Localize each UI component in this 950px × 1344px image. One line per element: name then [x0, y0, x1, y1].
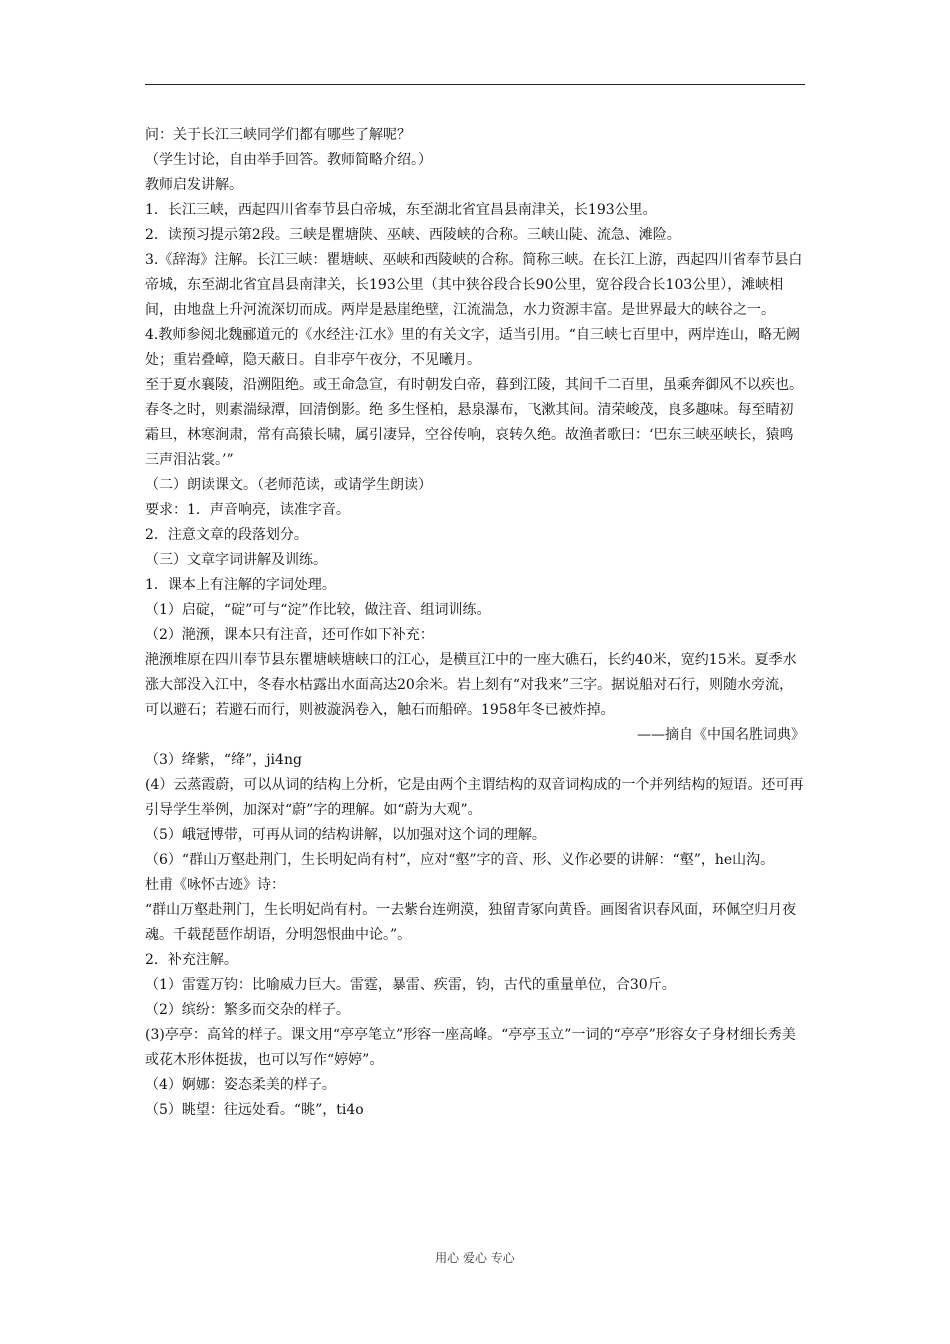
paragraph: 问：关于长江三峡同学们都有哪些了解呢？	[145, 127, 411, 143]
paragraph: 2．注意文章的段落划分。	[145, 527, 308, 543]
paragraph: 教师启发讲解。	[145, 177, 243, 193]
paragraph: 4.教师参阅北魏郦道元的《水经注·江水》里的有关文字，适当引用。“自三峡七百里中，两岸连山，略无阙处；重岩叠嶂，隐天蔽日。自非亭午夜分，不见曦月。	[145, 327, 800, 368]
paragraph: （3）绛紫，“绛”，ji4ng	[145, 752, 302, 768]
paragraph: 1．长江三峡，西起四川省奉节县白帝城，东至湖北省宜昌县南津关，长193公里。	[145, 202, 657, 218]
paragraph: 2．读预习提示第2段。三峡是瞿塘陕、巫峡、西陵峡的合称。三峡山陡、流急、滩险。	[145, 227, 681, 243]
paragraph: （2）缤纷：繁多而交杂的样子。	[145, 1002, 350, 1018]
paragraph: （1）启碇，“碇”可与“淀”作比较，做注音、组词训练。	[145, 602, 491, 618]
paragraph: 要求：1．声音响亮，读准字音。	[145, 502, 350, 518]
paragraph: (3)亭亭：高耸的样子。课文用“亭亭笔立”形容一座高峰。“亭亭玉立”一词的“亭亭”形容女子身材细长秀美或花木形体挺拔，也可以写作“婷婷”。	[145, 1027, 796, 1068]
document-body	[145, 123, 805, 1123]
citation: ——摘自《中国名胜词典》	[637, 727, 805, 743]
paragraph: (4）云蒸霞蔚，可以从词的结构上分析，它是由两个主谓结构的双音词构成的一个并列结构的短语。还可再引导学生举例，加深对“蔚”字的理解。如“蔚为大观”。	[145, 777, 804, 818]
paragraph: （2）滟滪，课本只有注音，还可作如下补充：	[145, 627, 434, 643]
paragraph: “群山万壑赴荆门，生长明妃尚有村。一去紫台连朔漠，独留青冢向黄昏。画图省识春风面，环佩空归月夜魂。千载琵琶作胡语，分明怨恨曲中论。”。	[145, 902, 797, 943]
paragraph: （二）朗读课文。（老师范读，或请学生朗读）	[145, 477, 432, 493]
paragraph: （三）文章字词讲解及训练。	[145, 552, 327, 568]
paragraph: （5）眺望：往远处看。“眺”，ti4o	[145, 1102, 364, 1118]
paragraph: 1．课本上有注解的字词处理。	[145, 577, 336, 593]
paragraph: 滟滪堆原在四川奉节县东瞿塘峡塘峡口的江心，是横亘江中的一座大礁石，长约40米，宽约15米。夏季水涨大部没入江中，冬春水枯露出水面高达20余米。岩上刻有“对我来”三字。据说船对石行，则随水旁流，可以避石；若避石而行，则被漩涡卷入，触石而船碎。1958年冬已被炸掉。	[145, 652, 797, 718]
paragraph: （5）峨冠博带，可再从词的结构讲解，以加强对这个词的理解。	[145, 827, 546, 843]
paragraph: 至于夏水襄陵，沿溯阻绝。或王命急宣，有时朝发白帝，暮到江陵，其间千二百里，虽乘奔御风不以疾也。	[145, 377, 803, 393]
paragraph: 2．补充注解。	[145, 952, 238, 968]
paragraph: （4）婀娜：姿态柔美的样子。	[145, 1077, 336, 1093]
paragraph: （学生讨论，自由举手回答。教师简略介绍。）	[145, 152, 432, 168]
paragraph: 杜甫《咏怀古迹》诗：	[145, 877, 285, 893]
paragraph: 春冬之时，则素湍绿潭，回清倒影。绝 多生怪柏，悬泉瀑布，飞漱其间。清荣峻茂，良多趣味。每至晴初霜旦，林寒涧肃，常有高猿长啸，属引凄异，空谷传响，哀转久绝。故渔者歌曰：‘巴东三峡巫峡长，猿鸣三声泪沾裳。’”	[145, 402, 794, 468]
paragraph: 3.《辞海》注解。长江三峡：瞿塘峡、巫峡和西陵峡的合称。简称三峡。在长江上游，西起四川省奉节县白帝城，东至湖北省宜昌县南津关，长193公里（其中狭谷段合长90公里，宽谷段合长103公里），滩峡相间，由地盘上升河流深切而成。两岸是悬崖绝壁，江流湍急，水力资源丰富。是世界最大的峡谷之一。	[145, 252, 803, 318]
paragraph: （1）雷霆万钧：比喻威力巨大。雷霆，暴雷、疾雷，钧，古代的重量单位，合30斤。	[145, 977, 676, 993]
page-footer: 用心 爱心 专心	[435, 1251, 515, 1265]
paragraph: （6）“群山万壑赴荆门，生长明妃尚有村”，应对“壑”字的音、形、义作必要的讲解：“壑”，he山沟。	[145, 852, 775, 868]
header-rule	[145, 84, 805, 85]
